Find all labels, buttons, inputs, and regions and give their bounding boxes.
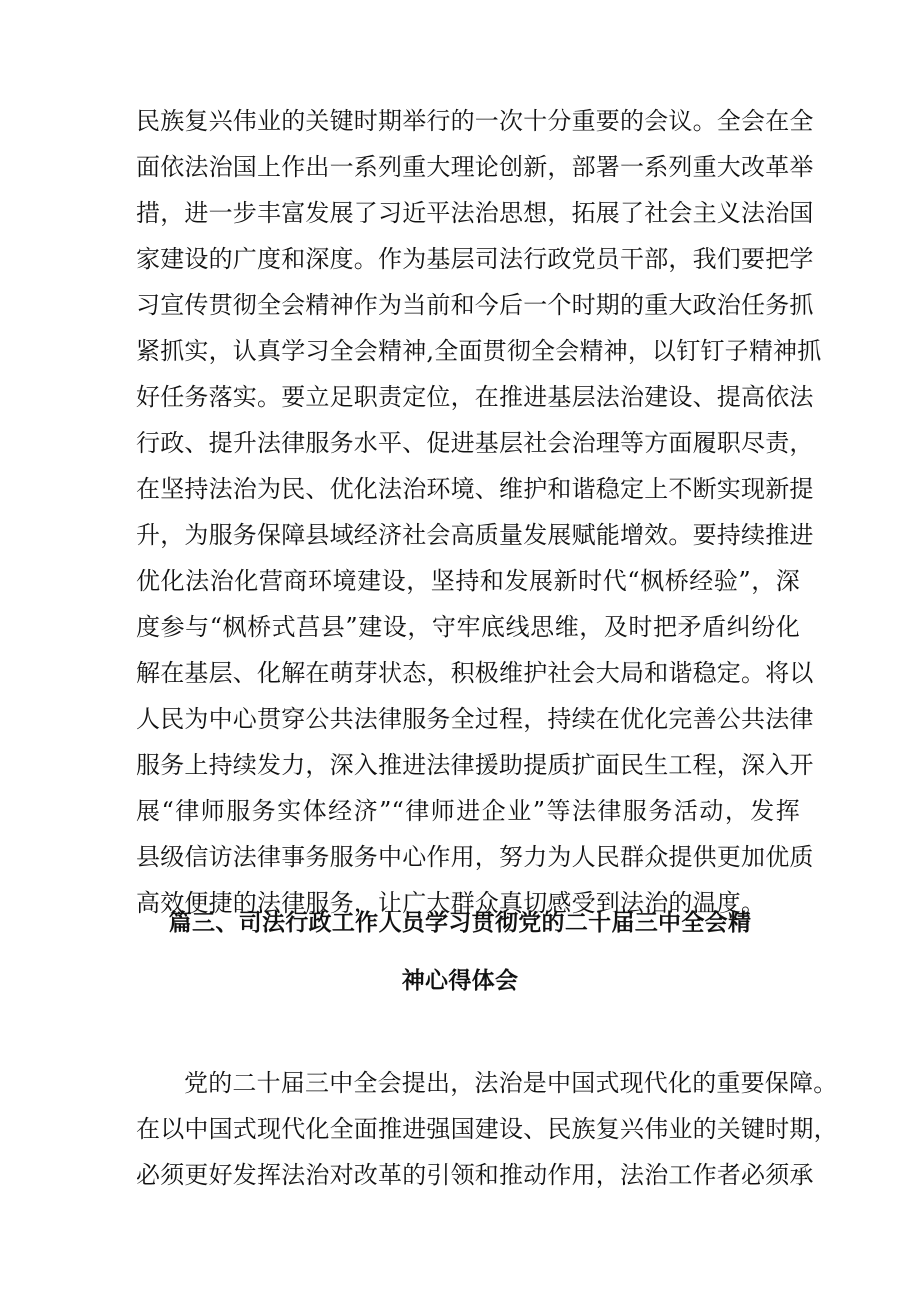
section-heading xyxy=(120,894,800,1010)
paragraph-line: 民族复兴伟业的关键时期举行的一次十分重要的会议。全会在全 xyxy=(136,107,814,135)
paragraph-line: 行政、提升法律服务水平、促进基层社会治理等方面履职尽责， xyxy=(136,429,814,457)
body-paragraph-2 xyxy=(136,1060,838,1198)
paragraph-line: 高效便捷的法律服务，让广大群众真切感受到法治的温度。 xyxy=(136,889,766,917)
paragraph-line: 展“律师服务实体经济”“律师进企业”等法律服务活动，发挥 xyxy=(136,797,800,825)
body-paragraph-1 xyxy=(136,98,822,926)
paragraph-line: 县级信访法律事务服务中心作用，努力为人民群众提供更加优质 xyxy=(136,843,814,871)
paragraph-line: 面依法治国上作出一系列重大理论创新，部署一系列重大改革举 xyxy=(136,153,814,181)
paragraph-line: 解在基层、化解在萌芽状态，积极维护社会大局和谐稳定。将以 xyxy=(136,659,814,687)
paragraph-line: 措，进一步丰富发展了习近平法治思想，拓展了社会主义法治国 xyxy=(136,199,814,227)
paragraph-line: 度参与“枫桥式莒县”建设，守牢底线思维，及时把矛盾纠纷化 xyxy=(136,613,800,641)
paragraph-line: 党的二十届三中全会提出，法治是中国式现代化的重要保障。 xyxy=(184,1069,838,1097)
paragraph-line: 升，为服务保障县域经济社会高质量发展赋能增效。要持续推进 xyxy=(136,521,814,549)
section-heading-line-2: 神心得体会 xyxy=(401,968,519,994)
paragraph-line: 服务上持续发力，深入推进法律援助提质扩面民生工程，深入开 xyxy=(136,751,814,779)
paragraph-line: 必须更好发挥法治对改革的引领和推动作用，法治工作者必须承 xyxy=(136,1161,814,1189)
paragraph-line: 好任务落实。要立足职责定位，在推进基层法治建设、提高依法 xyxy=(136,383,814,411)
paragraph-line: 紧抓实，认真学习全会精神,全面贯彻全会精神，以钉钉子精神抓 xyxy=(136,337,822,365)
paragraph-line: 人民为中心贯穿公共法律服务全过程，持续在优化完善公共法律 xyxy=(136,705,814,733)
paragraph-line: 优化法治化营商环境建设，坚持和发展新时代“枫桥经验”，深 xyxy=(136,567,800,595)
section-heading-line-1: 篇三、司法行政工作人员学习贯彻党的二十届三中全会精 xyxy=(168,910,752,936)
paragraph-line: 在以中国式现代化全面推进强国建设、民族复兴伟业的关键时期， xyxy=(136,1115,838,1143)
paragraph-line: 在坚持法治为民、优化法治环境、维护和谐稳定上不断实现新提 xyxy=(136,475,814,503)
paragraph-line: 家建设的广度和深度。作为基层司法行政党员干部，我们要把学 xyxy=(136,245,814,273)
paragraph-line: 习宣传贯彻全会精神作为当前和今后一个时期的重大政治任务抓 xyxy=(136,291,814,319)
